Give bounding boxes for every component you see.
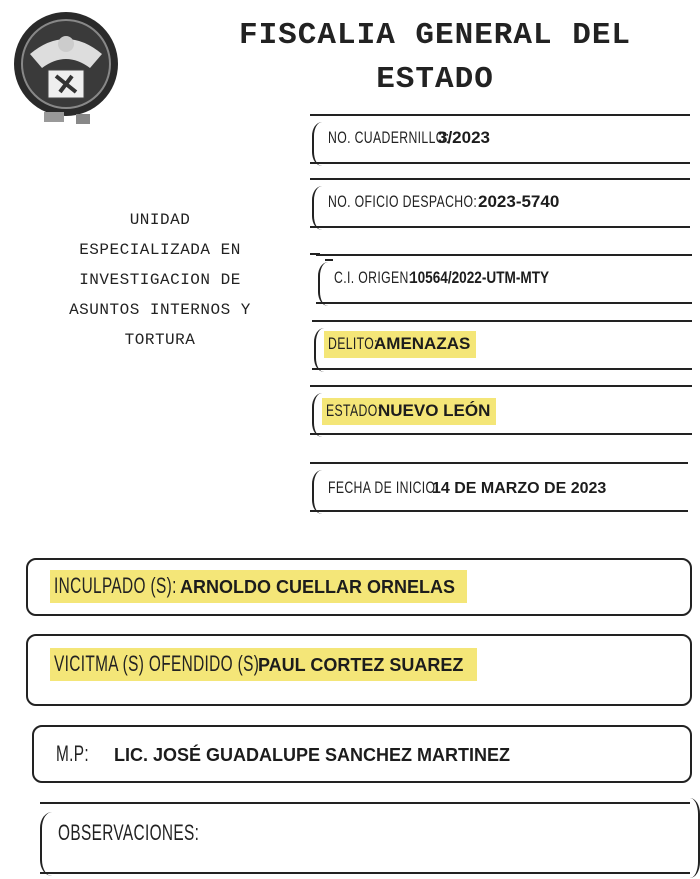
inculpado-box — [26, 558, 692, 616]
page-title — [185, 14, 685, 102]
field-value: 14 DE MARZO DE 2023 — [432, 480, 607, 497]
title-line-2: ESTADO — [376, 62, 494, 97]
unit-name — [30, 205, 290, 355]
field-label: VICITMA (S) OFENDIDO (S): — [54, 651, 264, 676]
field-value: 3/2023 — [438, 128, 490, 147]
highlight — [50, 570, 467, 603]
state-seal-icon — [10, 4, 122, 128]
highlight — [324, 331, 476, 358]
field-label: INCULPADO (S): — [54, 573, 177, 598]
mp-box — [32, 725, 692, 783]
observaciones-field — [40, 802, 690, 874]
highlight — [50, 648, 477, 681]
brace-icon — [312, 470, 322, 514]
field-estado — [310, 385, 692, 435]
field-label: ESTADO: — [326, 401, 382, 420]
field-value: PAUL CORTEZ SUAREZ — [258, 655, 464, 675]
field-value: 10564/2022-UTM-MTY — [410, 268, 550, 287]
title-line-1: FISCALIA GENERAL DEL — [238, 18, 632, 53]
highlight — [322, 398, 496, 425]
field-label: NO. CUADERNILLO: — [328, 128, 450, 147]
brace-icon — [40, 812, 52, 876]
unit-line: TORTURA — [124, 331, 196, 349]
brace-icon — [314, 328, 324, 372]
field-label: DELITO: — [328, 334, 378, 353]
brace-icon — [312, 393, 322, 437]
field-value: NUEVO LEÓN — [378, 401, 491, 420]
field-value: AMENAZAS — [374, 334, 471, 353]
field-value: ARNOLDO CUELLAR ORNELAS — [180, 577, 455, 597]
field-delito — [312, 320, 692, 370]
field-label: C.I. ORIGEN: — [334, 268, 413, 287]
brace-icon — [318, 262, 328, 306]
field-cuadernillo — [310, 114, 690, 164]
field-value: LIC. JOSÉ GUADALUPE SANCHEZ MARTINEZ — [114, 745, 511, 765]
field-label: OBSERVACIONES: — [58, 820, 200, 845]
field-label: FECHA DE INICIO: — [328, 478, 440, 497]
field-label: NO. OFICIO DESPACHO: — [328, 192, 478, 211]
unit-line: ASUNTOS INTERNOS Y — [69, 301, 251, 319]
field-ci-origen — [316, 254, 692, 304]
unit-line: ESPECIALIZADA EN — [79, 241, 241, 259]
brace-icon — [690, 798, 700, 878]
field-value: 2023-5740 — [478, 192, 560, 211]
field-fecha-inicio — [310, 462, 688, 512]
brace-icon — [312, 122, 322, 166]
brace-icon — [312, 186, 322, 230]
victima-box — [26, 634, 692, 706]
field-label: M.P: — [56, 741, 90, 766]
field-oficio-despacho — [310, 178, 690, 228]
unit-line: INVESTIGACION DE — [79, 271, 241, 289]
unit-line: UNIDAD — [129, 211, 191, 229]
